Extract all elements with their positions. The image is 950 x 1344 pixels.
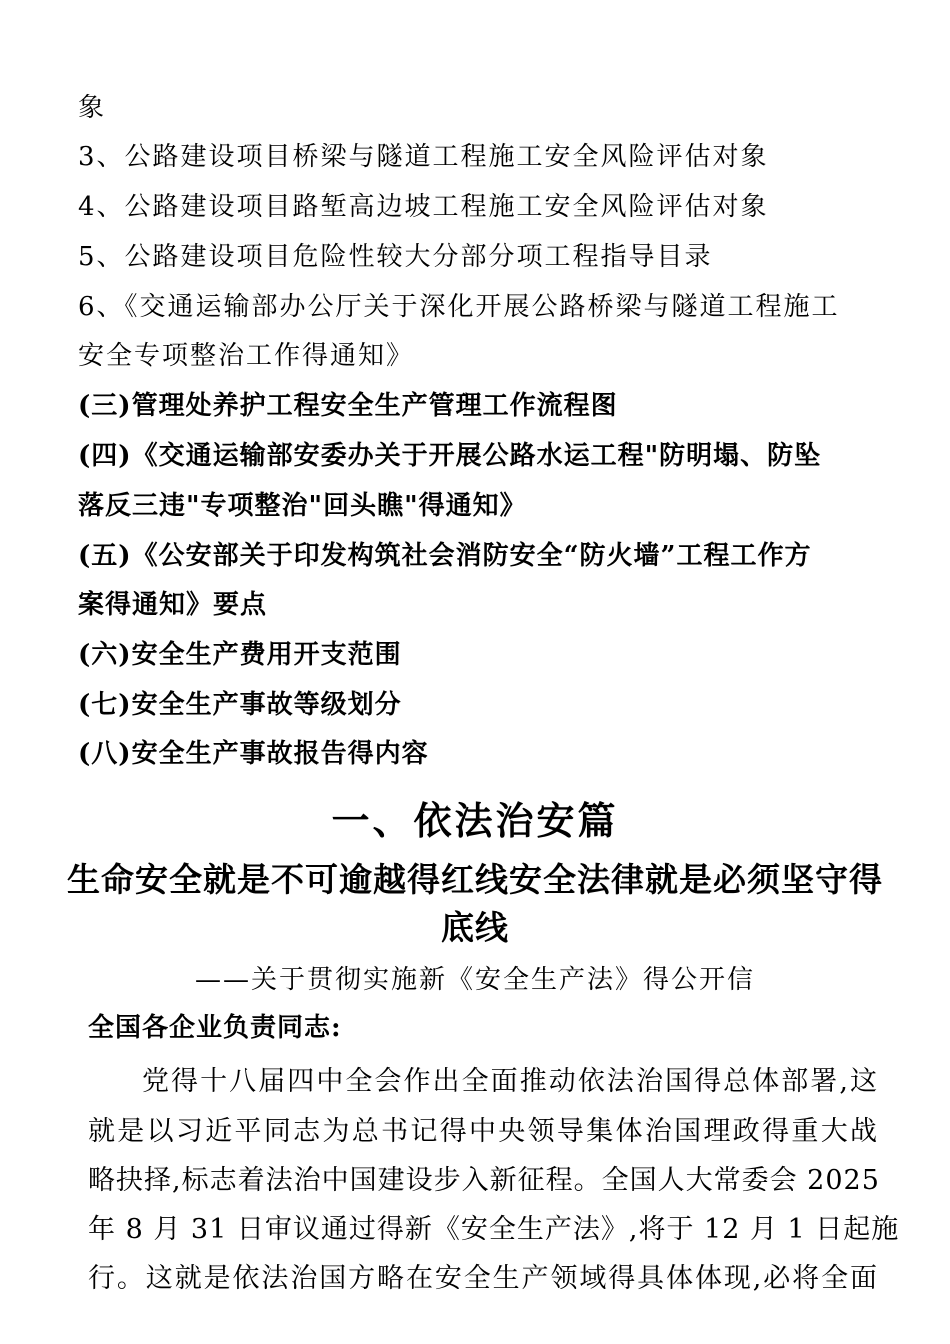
- toc-line: 6、《交通运输部办公厅关于深化开展公路桥梁与隧道工程施工: [78, 292, 840, 322]
- toc-heading: 案得通知》要点: [78, 590, 268, 620]
- salutation: 全国各企业负责同志:: [88, 1013, 342, 1043]
- toc-heading: (七)安全生产事故等级划分: [78, 690, 402, 720]
- toc-heading: (三)管理处养护工程安全生产管理工作流程图: [78, 391, 618, 421]
- article-title-line-2: 底线: [441, 908, 509, 947]
- toc-line: 4、公路建设项目路堑高边坡工程施工安全风险评估对象: [78, 192, 769, 222]
- body-line: 年 8 月 31 日审议通过得新《安全生产法》,将于 12 月 1 日起施: [88, 1214, 900, 1245]
- article-subtitle: ——关于贯彻实施新《安全生产法》得公开信: [194, 965, 755, 995]
- toc-heading: 落反三违"专项整治"回头瞧"得通知》: [78, 491, 527, 521]
- toc-line: 安全专项整治工作得通知》: [78, 341, 415, 371]
- toc-line: 3、公路建设项目桥梁与隧道工程施工安全风险评估对象: [78, 142, 769, 172]
- toc-heading: (四)《交通运输部安委办关于开展公路水运工程"防明塌、防坠: [78, 441, 822, 471]
- toc-heading: (六)安全生产费用开支范围: [78, 640, 402, 670]
- toc-heading: (五)《公安部关于印发构筑社会消防安全“防火墙”工程工作方: [78, 541, 812, 571]
- body-line: 行。这就是依法治国方略在安全生产领域得具体体现,必将全面: [88, 1263, 878, 1294]
- part-title: 一、依法治安篇: [331, 798, 619, 843]
- toc-line: 象: [78, 93, 107, 123]
- article-title-line-1: 生命安全就是不可逾越得红线安全法律就是必须坚守得: [67, 860, 883, 899]
- body-line: 党得十八届四中全会作出全面推动依法治国得总体部署,这: [142, 1066, 878, 1097]
- toc-line: 5、公路建设项目危险性较大分部分项工程指导目录: [78, 242, 713, 272]
- body-line: 略抉择,标志着法治中国建设步入新征程。全国人大常委会 2025: [88, 1165, 880, 1196]
- toc-heading: (八)安全生产事故报告得内容: [78, 739, 429, 769]
- body-line: 就是以习近平同志为总书记得中央领导集体治国理政得重大战: [88, 1116, 878, 1147]
